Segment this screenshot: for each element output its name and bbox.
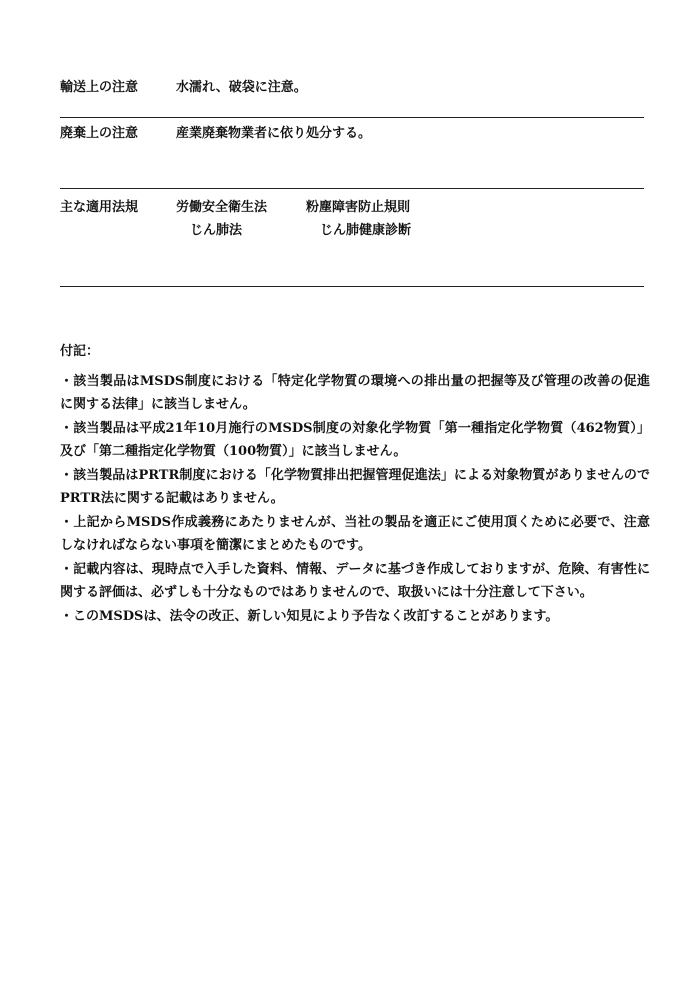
disposal-value: 産業廃棄物業者に依り処分する。 (176, 126, 372, 141)
disposal-label: 廃棄上の注意 (60, 126, 139, 141)
transport-label: 輸送上の注意 (60, 80, 139, 95)
divider (60, 117, 644, 118)
transport-value: 水濡れ、破袋に注意。 (176, 80, 307, 95)
law-item: 粉塵障害防止規則 (306, 200, 411, 215)
law-item: じん肺法 (190, 223, 243, 238)
note-item: ・記載内容は、現時点で入手した資料、情報、データに基づき作成しておりますが、危険、有害性に関する評価は、必ずしも十分なものではありませんので、取扱いには十分注意して下さい。 (60, 561, 650, 600)
laws-label: 主な適用法規 (60, 200, 139, 215)
note-item: ・該当製品は平成21年10月施行のMSDS制度の対象化学物質「第一種指定化学物質（462物質）」及び「第二種指定化学物質（100物質）」に該当しません。 (60, 420, 650, 459)
note-item: ・上記からMSDS作成義務にあたりませんが、当社の製品を適正にご使用頂くために必要で、注意しなければならない事項を簡潔にまとめたものです。 (60, 514, 650, 553)
note-item: ・該当製品はPRTR制度における「化学物質排出把握管理促進法」による対象物質がありませんのでPRTR法に関する記載はありません。 (60, 467, 650, 506)
divider (60, 188, 644, 189)
divider (60, 286, 644, 287)
note-item: ・該当製品はMSDS制度における「特定化学物質の環境への排出量の把握等及び管理の改善の促進に関する法律」に該当しません。 (60, 373, 650, 412)
notes-title: 付記： (60, 344, 100, 359)
note-item: ・このMSDSは、法令の改正、新しい知見により予告なく改訂することがあります。 (60, 608, 559, 624)
law-item: 労働安全衛生法 (176, 200, 268, 215)
notes-section (60, 340, 650, 628)
law-item: じん肺健康診断 (320, 223, 412, 238)
